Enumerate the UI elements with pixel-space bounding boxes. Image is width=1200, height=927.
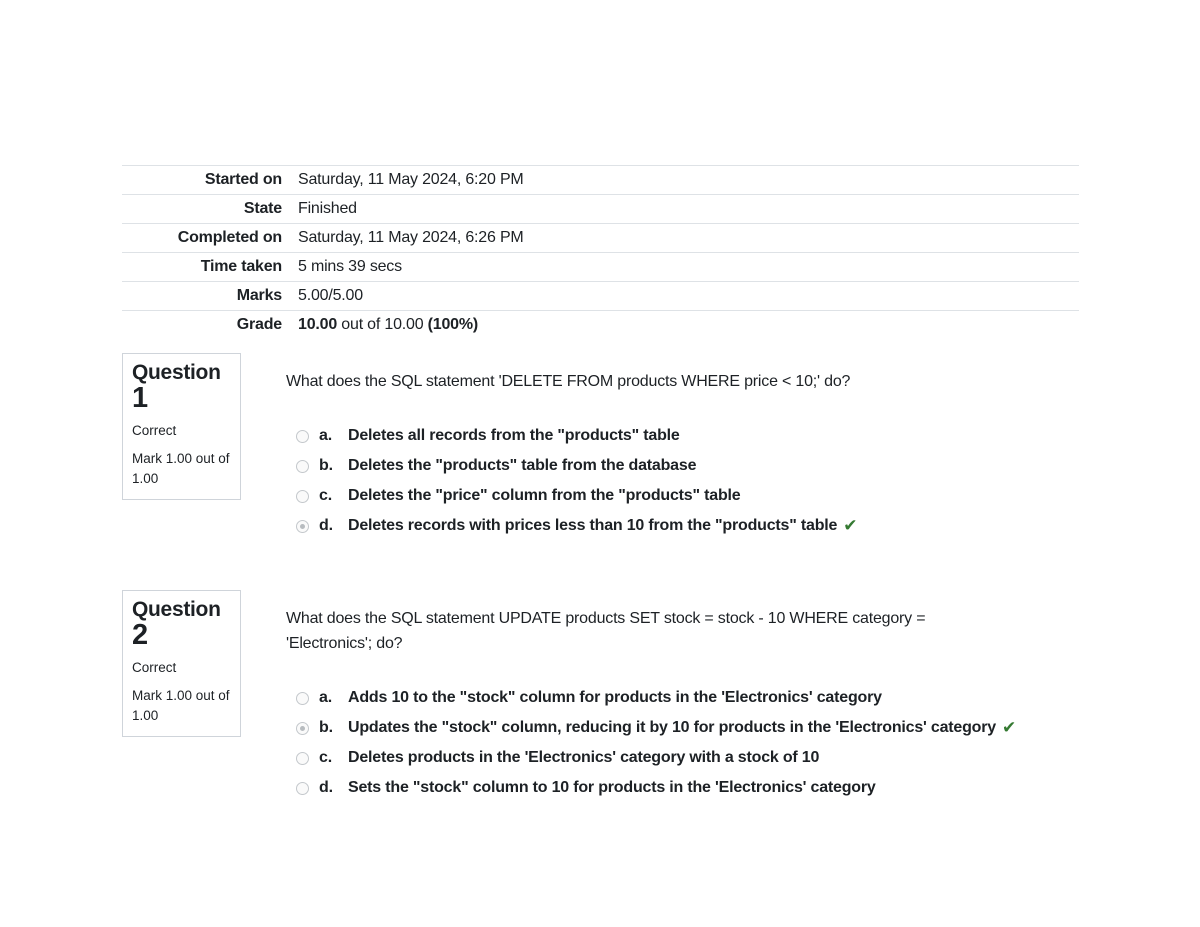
summary-label: State xyxy=(243,200,282,217)
check-icon: ✔ xyxy=(1001,718,1017,737)
attempt-summary-table xyxy=(122,165,1079,339)
radio-button-selected[interactable] xyxy=(296,520,309,533)
answer-letter: b. xyxy=(319,457,333,474)
answer-list xyxy=(296,421,857,541)
answer-text: Sets the "stock" column to 10 for products in the 'Electronics' category xyxy=(348,779,876,796)
answer-option-b[interactable] xyxy=(296,451,857,481)
radio-button[interactable] xyxy=(296,782,309,795)
grade-percent: (100%) xyxy=(427,316,479,333)
question-info-box xyxy=(122,590,241,737)
answer-text: Deletes products in the 'Electronics' category with a stock of 10 xyxy=(348,749,820,766)
question-mark: Mark 1.00 out of 1.00 xyxy=(132,688,230,723)
answer-option-a[interactable] xyxy=(296,421,857,451)
question-text: What does the SQL statement 'DELETE FROM products WHERE price < 10;' do? xyxy=(286,373,851,390)
radio-button[interactable] xyxy=(296,692,309,705)
answer-option-d[interactable] xyxy=(296,511,857,541)
answer-letter: c. xyxy=(319,749,332,766)
summary-label: Started on xyxy=(204,171,282,188)
question-state: Correct xyxy=(132,660,177,675)
radio-button-selected[interactable] xyxy=(296,722,309,735)
summary-value: Saturday, 11 May 2024, 6:20 PM xyxy=(298,171,524,188)
answer-text: Deletes records with prices less than 10 from the "products" table xyxy=(348,517,838,534)
question-label: Question xyxy=(132,598,221,621)
answer-option-c[interactable] xyxy=(296,743,1016,773)
radio-button[interactable] xyxy=(296,752,309,765)
summary-row-marks xyxy=(122,282,1079,311)
question-number: 2 xyxy=(132,619,149,651)
answer-text: Adds 10 to the "stock" column for products in the 'Electronics' category xyxy=(348,689,882,706)
summary-row-started xyxy=(122,166,1079,195)
summary-value: 5.00/5.00 xyxy=(298,287,363,304)
radio-button[interactable] xyxy=(296,430,309,443)
answer-option-b[interactable] xyxy=(296,713,1016,743)
grade-out-of: out of 10.00 xyxy=(337,316,428,333)
summary-value: Finished xyxy=(298,200,357,217)
answer-option-a[interactable] xyxy=(296,683,1016,713)
answer-text: Deletes the "price" column from the "products" table xyxy=(348,487,741,504)
summary-row-completed xyxy=(122,224,1079,253)
radio-button[interactable] xyxy=(296,490,309,503)
summary-value: 5 mins 39 secs xyxy=(298,258,402,275)
answer-letter: b. xyxy=(319,719,333,736)
answer-text: Deletes all records from the "products" table xyxy=(348,427,680,444)
summary-grade-value xyxy=(298,311,1079,340)
answer-text: Deletes the "products" table from the database xyxy=(348,457,697,474)
answer-letter: a. xyxy=(319,689,332,706)
summary-row-state xyxy=(122,195,1079,224)
answer-letter: c. xyxy=(319,487,332,504)
summary-label: Time taken xyxy=(200,258,282,275)
question-mark: Mark 1.00 out of 1.00 xyxy=(132,451,230,486)
question-label: Question xyxy=(132,361,221,384)
answer-text: Updates the "stock" column, reducing it by 10 for products in the 'Electronics' category xyxy=(348,719,996,736)
answer-letter: d. xyxy=(319,779,333,796)
summary-label: Marks xyxy=(236,287,282,304)
radio-button[interactable] xyxy=(296,460,309,473)
question-state: Correct xyxy=(132,423,177,438)
summary-row-grade xyxy=(122,311,1079,340)
question-info-box xyxy=(122,353,241,500)
question-text: What does the SQL statement UPDATE products SET stock = stock - 10 WHERE category = 'Electronics'; do? xyxy=(286,610,926,652)
answer-list xyxy=(296,683,1016,803)
answer-option-d[interactable] xyxy=(296,773,1016,803)
summary-label: Grade xyxy=(236,316,282,333)
summary-row-time-taken xyxy=(122,253,1079,282)
summary-value: Saturday, 11 May 2024, 6:26 PM xyxy=(298,229,524,246)
answer-option-c[interactable] xyxy=(296,481,857,511)
answer-letter: a. xyxy=(319,427,332,444)
answer-letter: d. xyxy=(319,517,333,534)
question-number: 1 xyxy=(132,382,149,414)
grade-score: 10.00 xyxy=(298,316,338,333)
check-icon: ✔ xyxy=(843,516,858,535)
summary-label: Completed on xyxy=(177,229,282,246)
